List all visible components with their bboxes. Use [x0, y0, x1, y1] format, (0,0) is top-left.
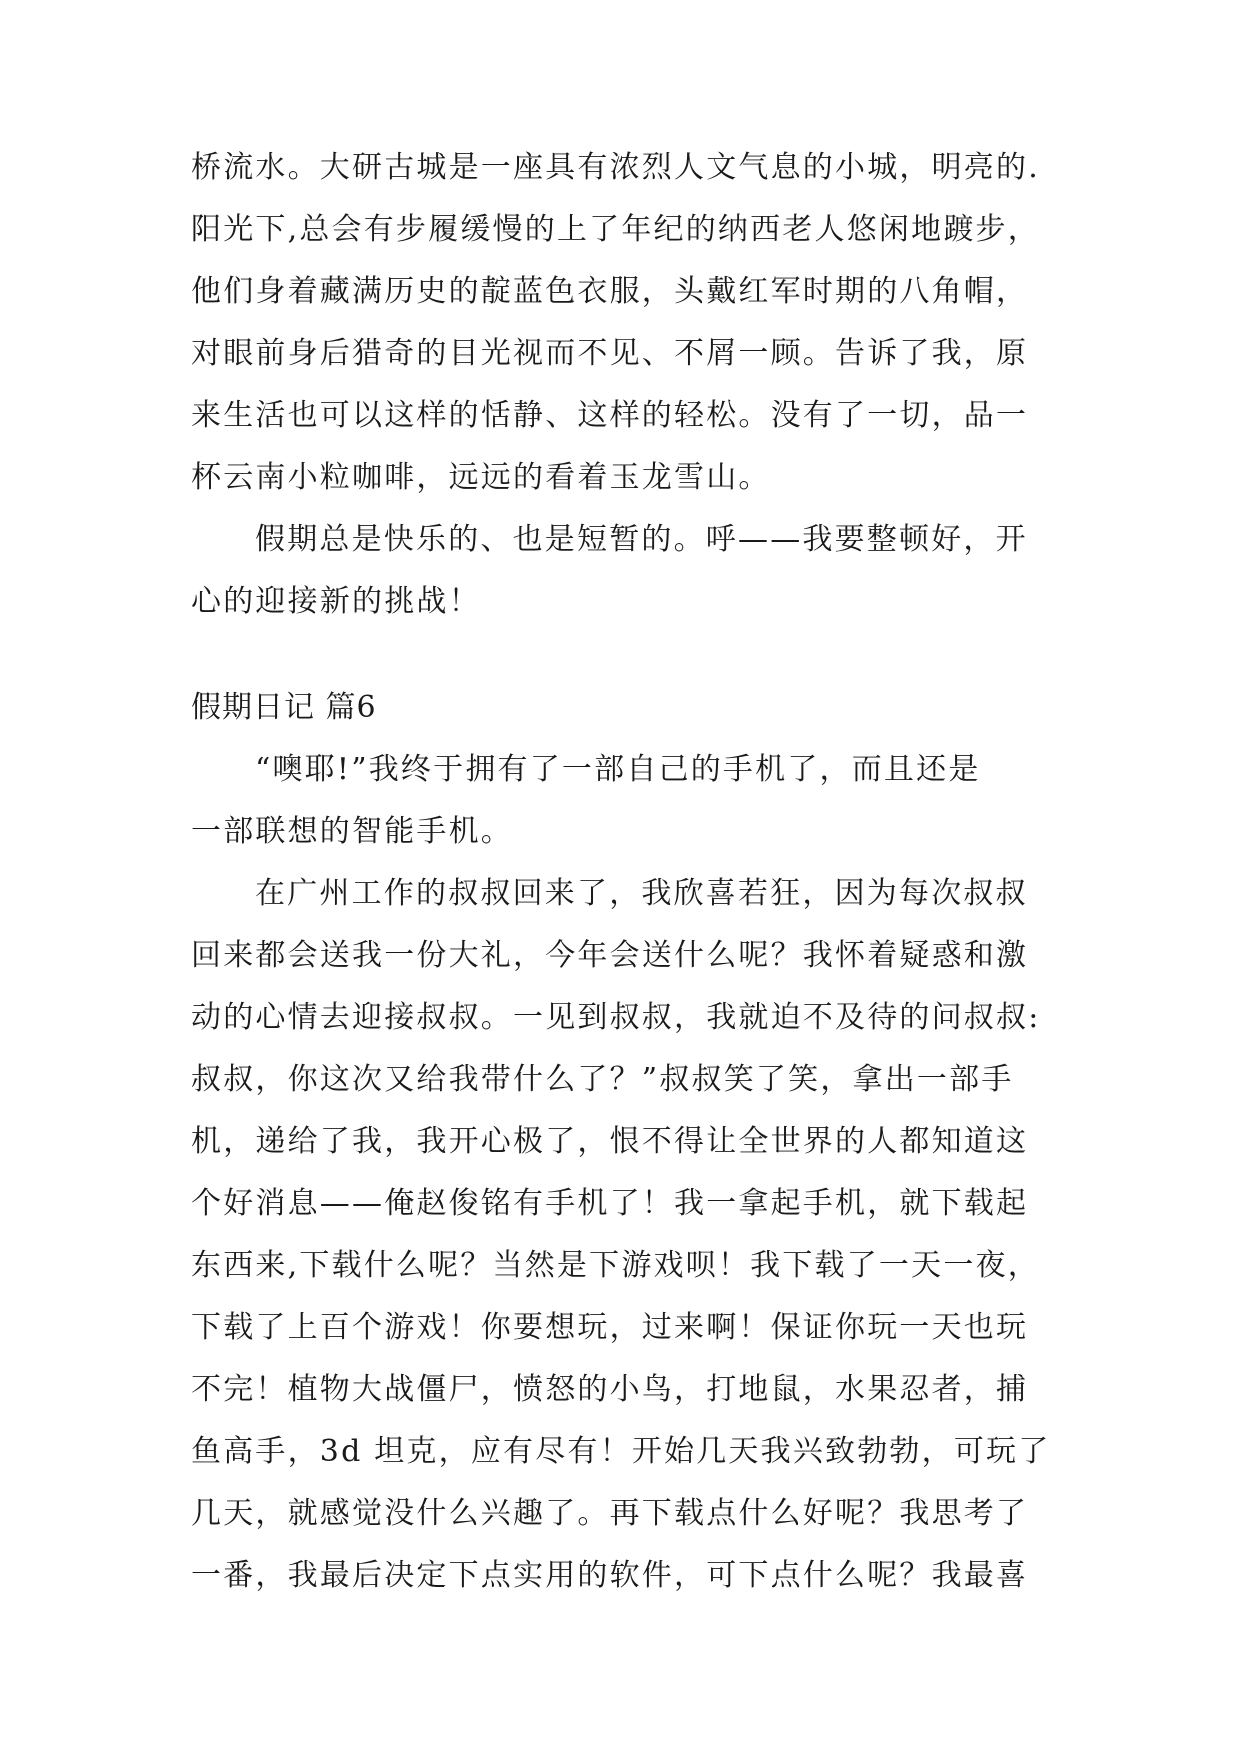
text-line: 下载了上百个游戏！你要想玩，过来啊！保证你玩一天也玩 [191, 1310, 1029, 1345]
section-heading: 假期日记 篇6 [191, 690, 377, 725]
text-line: 个好消息——俺赵俊铭有手机了！我一拿起手机，就下载起 [191, 1186, 1029, 1221]
text-line: 对眼前身后猎奇的目光视而不见、不屑一顾。告诉了我，原 [191, 336, 1029, 371]
text-line: 动的心情去迎接叔叔。一见到叔叔，我就迫不及待的问叔叔: [191, 1000, 1041, 1035]
text-line: 桥流水。大研古城是一座具有浓烈人文气息的小城，明亮的. [191, 150, 1040, 185]
text-line: 叔叔，你这次又给我带什么了？”叔叔笑了笑，拿出一部手 [191, 1062, 1014, 1097]
text-line: 回来都会送我一份大礼，今年会送什么呢？我怀着疑惑和激 [191, 938, 1029, 973]
text-line: 心的迎接新的挑战！ [191, 584, 481, 619]
text-line: 鱼高手，3d 坦克，应有尽有！开始几天我兴致勃勃，可玩了 [191, 1434, 1051, 1469]
text-line: 在广州工作的叔叔回来了，我欣喜若狂，因为每次叔叔 [255, 876, 1028, 911]
text-line: 假期总是快乐的、也是短暂的。呼——我要整顿好，开 [255, 522, 1028, 557]
text-line: “噢耶!”我终于拥有了一部自己的手机了，而且还是 [255, 752, 981, 787]
text-line: 一部联想的智能手机。 [191, 814, 513, 849]
text-line: 来生活也可以这样的恬静、这样的轻松。没有了一切，品一 [191, 398, 1029, 433]
text-line: 阳光下,总会有步履缓慢的上了年纪的纳西老人悠闲地踱步， [191, 212, 1040, 247]
text-line: 杯云南小粒咖啡，远远的看着玉龙雪山。 [191, 460, 771, 495]
text-line: 机，递给了我，我开心极了，恨不得让全世界的人都知道这 [191, 1124, 1029, 1159]
text-line: 东西来,下载什么呢？当然是下游戏呗！我下载了一天一夜， [191, 1248, 1040, 1283]
text-line: 他们身着藏满历史的靛蓝色衣服，头戴红军时期的八角帽， [191, 274, 1029, 309]
text-line: 不完！植物大战僵尸，愤怒的小鸟，打地鼠，水果忍者，捕 [191, 1372, 1029, 1407]
text-line: 几天，就感觉没什么兴趣了。再下载点什么好呢？我思考了 [191, 1496, 1029, 1531]
text-line: 一番，我最后决定下点实用的软件，可下点什么呢？我最喜 [191, 1558, 1029, 1593]
